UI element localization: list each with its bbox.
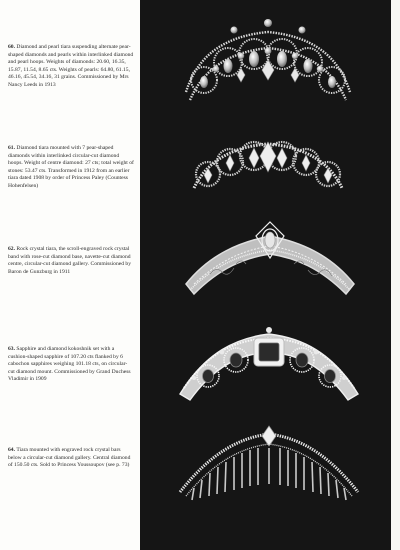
caption-number: 60. xyxy=(8,44,15,50)
rock-crystal-tiara-image xyxy=(180,218,360,300)
caption-number: 64. xyxy=(8,447,15,453)
diamond-hoop-tiara-image xyxy=(188,128,348,200)
caption-63 xyxy=(8,346,134,384)
page-margin xyxy=(391,0,400,550)
caption-text: Rock crystal tiara, the scroll-engraved rock crystal band with rose-cut diamond base, navette-cut diamond centre, circular-cut diamond gallery. Commissioned by Baron de Gunzburg in 1911 xyxy=(8,246,132,275)
caption-62 xyxy=(8,246,134,276)
rock-crystal-bar-tiara-image xyxy=(174,422,364,502)
caption-number: 63. xyxy=(8,346,15,352)
caption-60 xyxy=(8,44,134,90)
caption-text: Diamond tiara mounted with 7 pear-shaped diamonds within interlinked circular-cut diamond hoops. Weight of centre diamond: 27 cts; total weight of stones: 53.47 cts. Transformed in 1912 from an earlier tiara dated 1908 by order of Princess Paley (Countess Hohenfelsen) xyxy=(8,145,134,189)
diamond-and-pearl-tiara-image xyxy=(178,14,358,110)
sapphire-diamond-kokoshnik-image xyxy=(176,318,362,404)
caption-number: 61. xyxy=(8,145,15,151)
caption-text: Sapphire and diamond kokoshnik set with a cushion-shaped sapphire of 107.20 cts flanked by 6 cabochon sapphires weighing 101.18 cts, on circular-cut diamond mount. Commissioned by Grand Duchess Vladimir in 1909 xyxy=(8,346,131,383)
caption-61 xyxy=(8,145,134,191)
caption-text: Tiara mounted with engraved rock crystal bars below a circular-cut diamond gallery. Central diamond of 150.50 cts. Sold to Princess Youssoupov (see p. 73) xyxy=(8,447,131,469)
photo-panel xyxy=(140,0,391,550)
caption-64 xyxy=(8,447,134,470)
caption-text: Diamond and pearl tiara suspending alternate pear-shaped diamonds and pearls within interlinked diamond and pearl hoops. Weights of diamonds: 20.60, 16.35, 15.87, 11.54, 8.65 cts. Weights of pearls: 64.80, 61.15, 46.16, 45.54, 34.16, 31 grains. Commissioned by Mrs Nancy Leeds in 1913 xyxy=(8,44,134,88)
caption-number: 62. xyxy=(8,246,15,252)
